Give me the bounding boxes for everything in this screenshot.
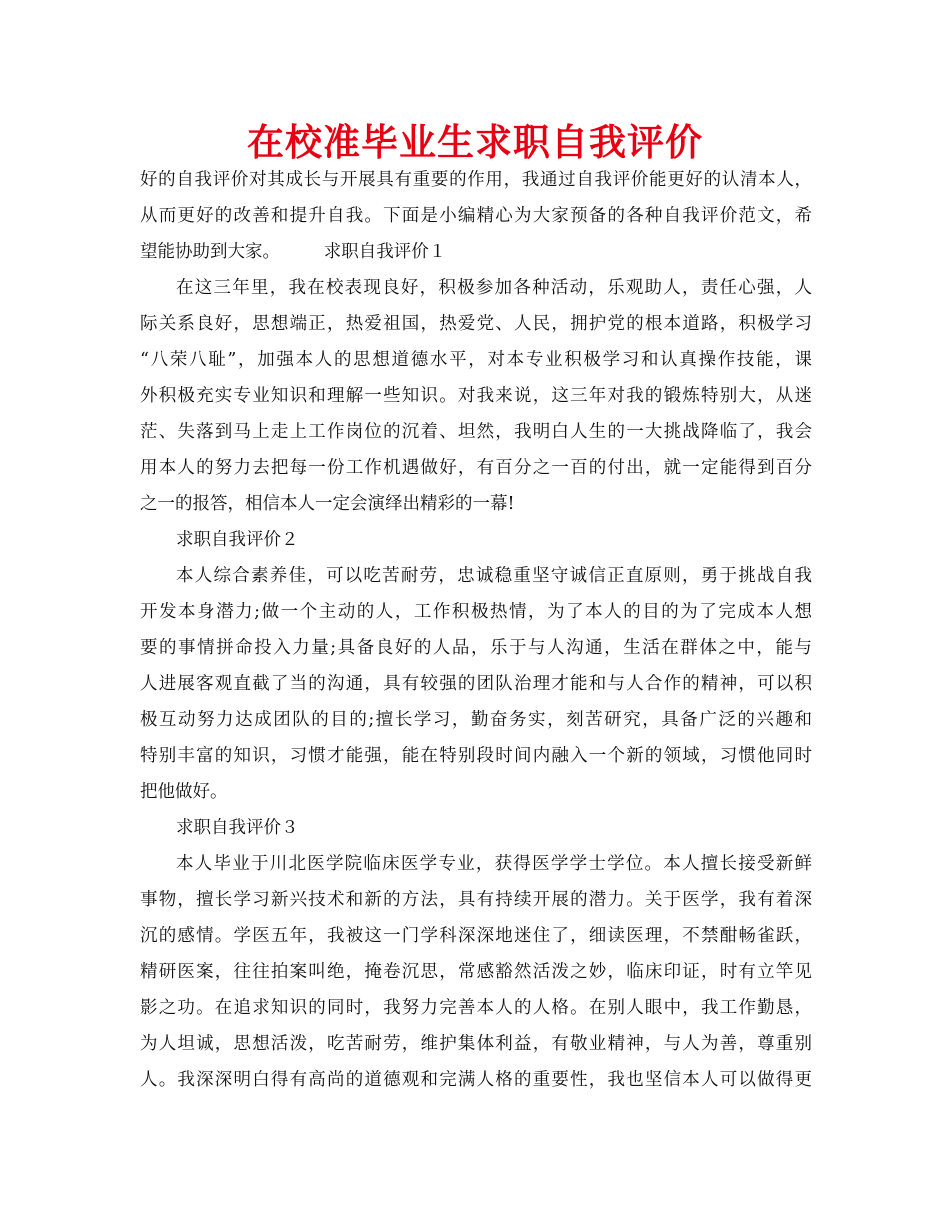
section-heading: 求职自我评价３ bbox=[176, 818, 299, 838]
paragraph-line: 从而更好的改善和提升自我。下面是小编精心为大家预备的各种自我评价范文，希 bbox=[140, 206, 812, 226]
paragraph-line: 极互动努力达成团队的目的;擅长学习，勤奋务实，刻苦研究，具备广泛的兴趣和 bbox=[140, 710, 812, 730]
paragraph-line: 要的事情拼命投入力量;具备良好的人品，乐于与人沟通，生活在群体之中，能与 bbox=[140, 638, 812, 658]
paragraph-line: 把他做好。 bbox=[140, 782, 228, 802]
paragraph-line: 影之功。在追求知识的同时，我努力完善本人的人格。在别人眼中，我工作勤恳， bbox=[140, 998, 812, 1018]
paragraph-line: 在这三年里，我在校表现良好，积极参加各种活动，乐观助人，责任心强，人 bbox=[176, 278, 812, 298]
paragraph-line: 茫、失落到马上走上工作岗位的沉着、坦然，我明白人生的一大挑战降临了，我会 bbox=[140, 422, 812, 442]
paragraph-line: 好的自我评价对其成长与开展具有重要的作用，我通过自我评价能更好的认清本人， bbox=[140, 170, 812, 190]
paragraph-line: 特别丰富的知识，习惯才能强，能在特别段时间内融入一个新的领域，习惯他同时 bbox=[140, 746, 812, 766]
paragraph-line: 沉的感情。学医五年，我被这一门学科深深地迷住了，细读医理，不禁酣畅雀跃， bbox=[140, 926, 812, 946]
paragraph-line: “八荣八耻”，加强本人的思想道德水平，对本专业积极学习和认真操作技能，课 bbox=[140, 350, 812, 370]
paragraph-line: 开发本身潜力;做一个主动的人，工作积极热情，为了本人的目的为了完成本人想 bbox=[140, 602, 812, 622]
paragraph-line: 之一的报答，相信本人一定会演绎出精彩的一幕! bbox=[140, 494, 515, 514]
paragraph-line: 际关系良好，思想端正，热爱祖国，热爱党、人民，拥护党的根本道路，积极学习 bbox=[140, 314, 812, 334]
paragraph-line: 精研医案，往往拍案叫绝，掩卷沉思，常感豁然活泼之妙，临床印证，时有立竿见 bbox=[140, 962, 812, 982]
paragraph-line: 本人毕业于川北医学院临床医学专业，获得医学学士学位。本人擅长接受新鲜 bbox=[176, 854, 812, 874]
paragraph-line: 用本人的努力去把每一份工作机遇做好，有百分之一百的付出，就一定能得到百分 bbox=[140, 458, 812, 478]
paragraph-line: 人进展客观直截了当的沟通，具有较强的团队治理才能和与人合作的精神，可以积 bbox=[140, 674, 812, 694]
section-heading: 求职自我评价２ bbox=[176, 530, 299, 550]
paragraph-line: 为人坦诚，思想活泼，吃苦耐劳，维护集体利益，有敬业精神，与人为善，尊重别 bbox=[140, 1034, 812, 1054]
paragraph-line: 望能协助到大家。 求职自我评价１ bbox=[140, 242, 447, 262]
paragraph-line: 本人综合素养佳，可以吃苦耐劳，忠诚稳重坚守诚信正直原则，勇于挑战自我 bbox=[176, 566, 812, 586]
document-title: 在校准毕业生求职自我评价 bbox=[247, 121, 703, 164]
paragraph-line: 事物，擅长学习新兴技术和新的方法，具有持续开展的潜力。关于医学，我有着深 bbox=[140, 890, 812, 910]
paragraph-line: 外积极充实专业知识和理解一些知识。对我来说，这三年对我的锻炼特别大，从迷 bbox=[140, 386, 812, 406]
paragraph-line: 人。我深深明白得有高尚的道德观和完满人格的重要性，我也坚信本人可以做得更 bbox=[140, 1070, 812, 1090]
